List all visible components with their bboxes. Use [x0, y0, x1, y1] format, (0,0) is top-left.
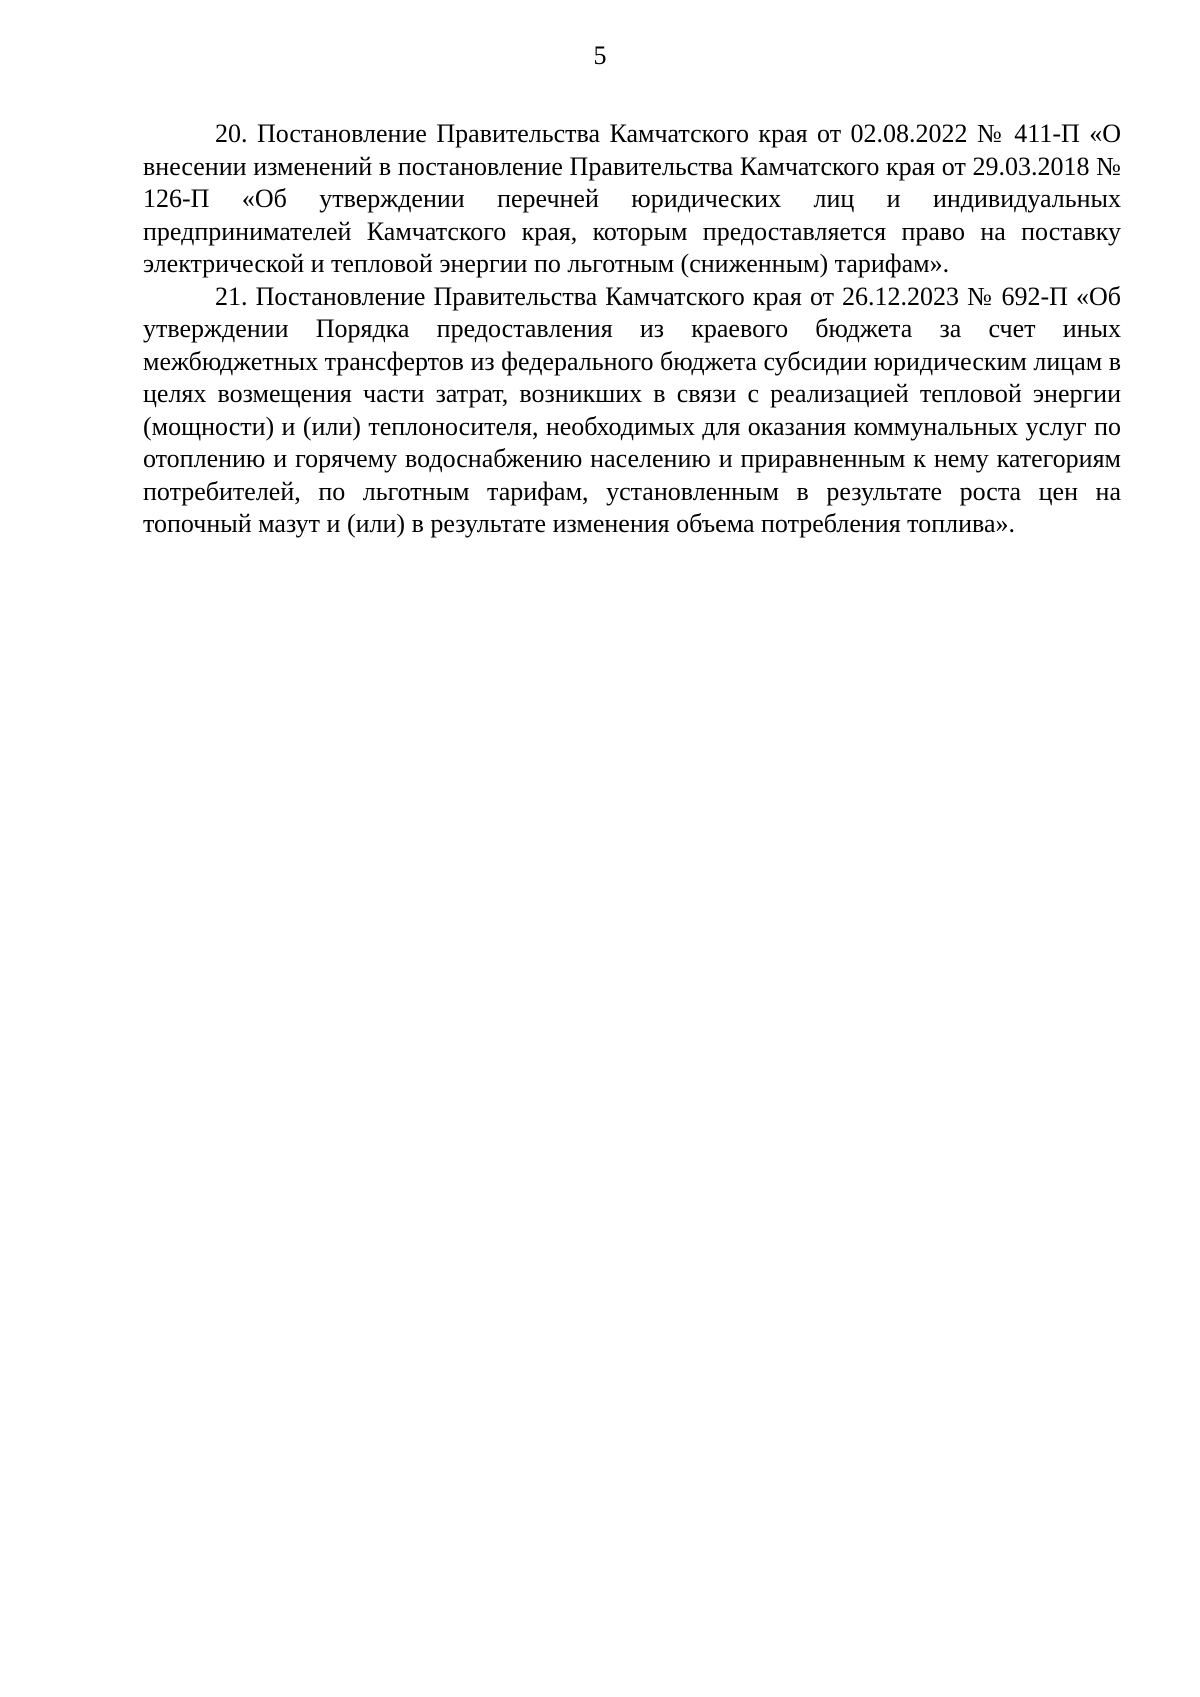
list-item-20: [143, 118, 1121, 281]
item-number: 20.: [215, 119, 248, 148]
item-text: Постановление Правительства Камчатского края от 02.08.2022 № 411-П «О внесении изменений в постановление Правительства Камчатского края от 29.03.2018 № 126-П «Об утверждении перечней юридических лиц и индивидуальных предпринимателей Камчатского края, которым предоставляется право на поставку электрической и тепловой энергии по льготным (сниженным) тарифам».: [143, 119, 1122, 278]
document-body: [143, 118, 1121, 541]
item-number: 21.: [215, 281, 248, 311]
list-item-21: [143, 281, 1121, 541]
page-number: 5: [593, 41, 607, 70]
item-text: Постановление Правительства Камчатского края от 26.12.2023 № 692-П «Об утверждении Порядка предоставления из краевого бюджета за счет иных межбюджетных трансфертов из федерального бюджета субсидии юридическим лицам в целях возмещения части затрат, возникших в связи с реализацией тепловой энергии (мощности) и (или) теплоносителя, необходимых для оказания коммунальных услуг по отоплению и горячему водоснабжению населению и приравненным к нему категориям потребителей, по льготным тарифам, установленным в результате роста цен на топочный мазут и (или) в результате изменения объема потребления топлива».: [143, 281, 1121, 538]
